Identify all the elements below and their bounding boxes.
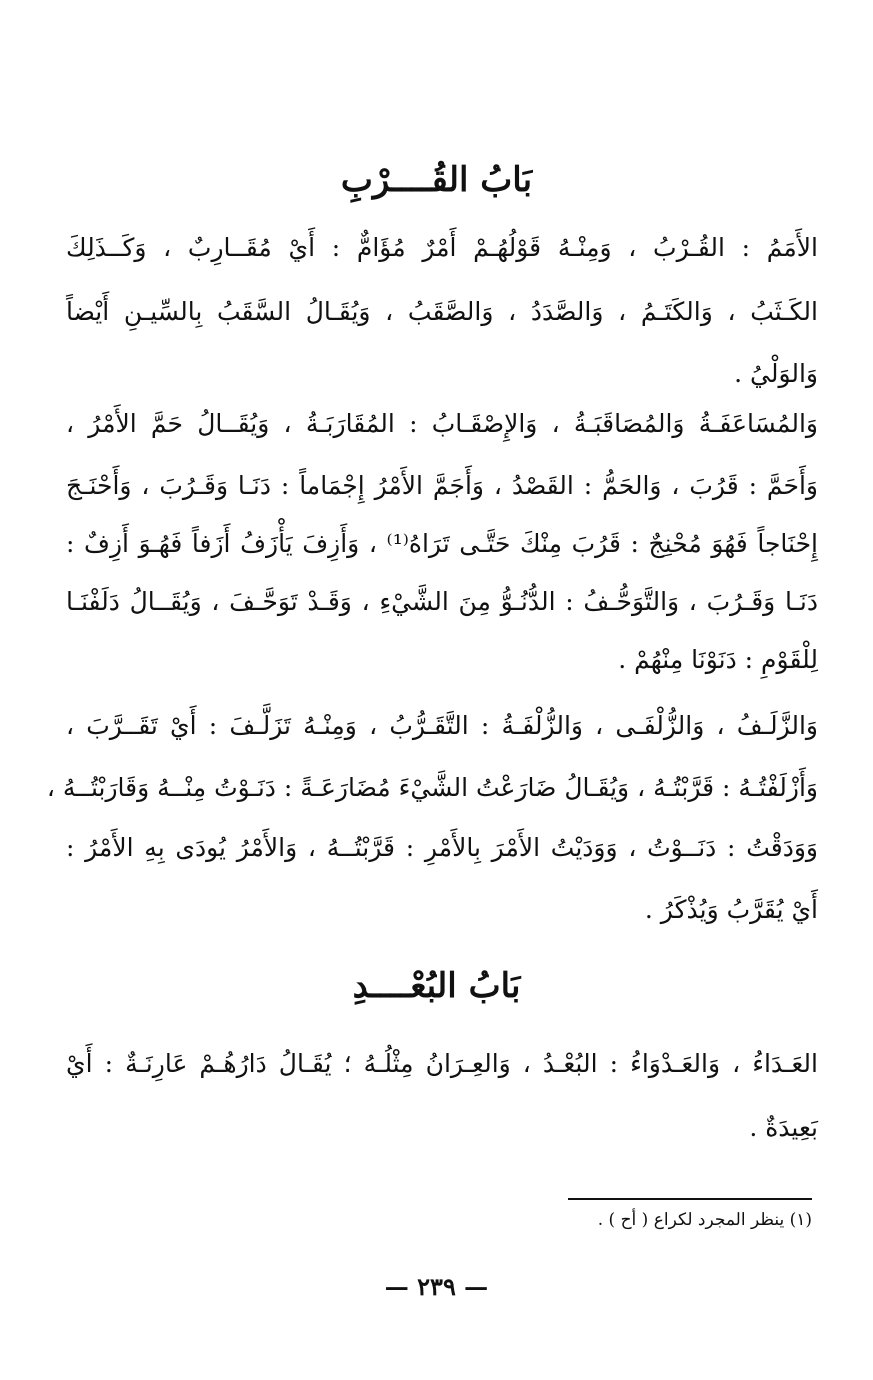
- text-line: وَوَدَقْتُ : دَنَــوْتُ ، وَوَدَيْتُ الأَمْرَ بِالأَمْرِ : قَرَّبْتُــهُ ، وَالأَمْرُ يُودَى بِهِ الأَمْرُ :: [66, 833, 818, 862]
- text-line: وَالوَلْيُ .: [734, 359, 818, 388]
- text-line: وَأَزْلَفْتُـهُ : قَرَّبْتُـهُ ، وَيُقَـالُ ضَارَعْتُ الشَّيْءَ مُضَارَعَـةً : دَنَـوْتُ مِنْــهُ وَقَارَبْتُــهُ ،: [46, 773, 818, 802]
- text-line: الكَـثَبُ ، وَالكَتَـمُ ، وَالصَّدَدُ ، وَالصَّقَبُ ، وَيُقَـالُ السَّقَبُ بِالسِّيـنِ أَيْضاً: [66, 297, 818, 326]
- text-line: أَيْ يُقَرَّبُ وَيُذْكَرُ .: [644, 895, 818, 924]
- chapter-title-distance: بَابُ البُعْــــدِ: [352, 966, 521, 1006]
- text-line: الأَمَمُ : القُـرْبُ ، وَمِنْـهُ قَوْلُهُـمْ أَمْرٌ مُؤَامٌّ : أَيْ مُقَــارِبٌ ، وَكَــذَلِكَ: [66, 233, 818, 262]
- text-line: وَالمُسَاعَفَـةُ وَالمُصَاقَبَـةُ ، وَالإِصْقَـابُ : المُقَارَبَـةُ ، وَيُقَــالُ حَمَّ الأَمْرُ ،: [66, 409, 818, 438]
- text-line: لِلْقَوْمِ : دَنَوْنَا مِنْهُمْ .: [618, 645, 818, 674]
- text-line: دَنَـا وَقَـرُبَ ، وَالتَّوَحُّـفُ : الدُّنُـوُّ مِنَ الشَّيْءِ ، وَقَـدْ تَوَحَّـفَ ، وَيُقَــالُ دَلَفْنَـا: [66, 587, 818, 616]
- text-line: إِحْنَاجاً فَهُوَ مُحْنِجٌ : قَرُبَ مِنْكَ حَتَّـى تَرَاهُ⁽¹⁾ ، وَأَزِفَ يَأْزَفُ أَزَفاً فَهُـوَ أَزِفٌ :: [66, 529, 818, 558]
- page-number: — ٢٣٩ —: [384, 1272, 489, 1301]
- footnote-separator: [568, 1198, 812, 1200]
- text-line: العَـدَاءُ ، وَالعَـدْوَاءُ : البُعْـدُ ، وَالعِـرَانُ مِثْلُـهُ ؛ يُقَـالُ دَارُهُـمْ عَارِنَـةٌ : أَيْ: [66, 1049, 818, 1078]
- chapter-title-nearness: بَابُ القُــــرْبِ: [340, 160, 533, 200]
- text-line: وَأَحَمَّ : قَرُبَ ، وَالحَمُّ : القَصْدُ ، وَأَجَمَّ الأَمْرُ إِجْمَاماً : دَنَـا وَقَـرُبَ ، وَأَحْنَـجَ: [66, 471, 818, 500]
- text-line: بَعِيدَةٌ .: [749, 1113, 818, 1142]
- footnote: (١) ينظر المجرد لكراع ( أح ) .: [597, 1210, 812, 1230]
- text-line: وَالزَّلَـفُ ، وَالزُّلْفَـى ، وَالزُّلْفَـةُ : التَّقَـرُّبُ ، وَمِنْـهُ تَزَلَّـفَ : أَيْ تَقَــرَّبَ ،: [66, 711, 818, 740]
